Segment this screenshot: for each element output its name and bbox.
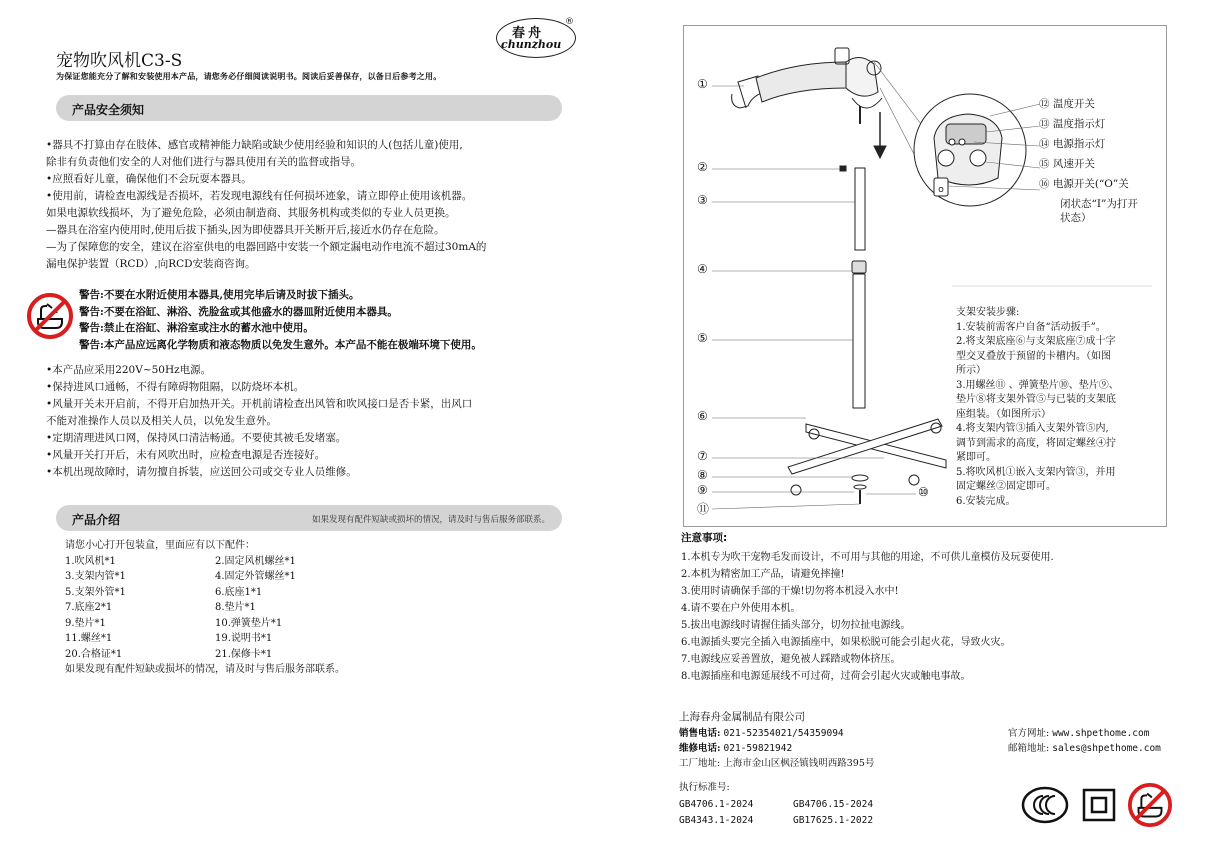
note-item: 1.本机专为吹干宠物毛发而设计，不可用与其他的用途，不可供儿童模仿及玩耍使用. (681, 552, 1054, 563)
safety-line: •本机出现故障时，请勿擅自拆装，应送回公司或交专业人员维修。 (46, 466, 357, 478)
legend-continuation: 闭状态“I”为打开 状态） (1060, 198, 1138, 224)
install-steps (956, 306, 1161, 509)
install-line: 调节到需求的高度，将固定螺丝④拧 (956, 437, 1116, 449)
standard-item: GB17625.1-2022 (793, 815, 874, 826)
callout-2: ② (697, 160, 708, 174)
safety-line: •定期清理进风口网，保持风口清洁畅通。不要使其被毛发堵塞。 (46, 432, 347, 444)
registered-mark: ® (565, 17, 574, 27)
parts-row: 1.吹风机*1 2.固定风机螺丝*1 (65, 555, 296, 567)
callout-4: ④ (697, 262, 708, 276)
warning-list (79, 287, 482, 353)
notes-heading: 注意事项: (681, 532, 728, 544)
service-label: 维修电话: (679, 743, 721, 754)
standard-item: GB4706.15-2024 (793, 799, 874, 810)
parts-row: 9.垫片*1 10.弹簧垫片*1 (65, 617, 283, 629)
install-line: 座组装。（如图所示） (956, 408, 1051, 420)
install-line: 5.将吹风机①嵌入支架内管③，并用 (956, 466, 1116, 478)
class-ii-mark-icon (1082, 788, 1116, 822)
parts-row: 11.螺丝*1 19.说明书*1 (65, 633, 273, 644)
legend-item: ⑭ 电源指示灯 (1039, 138, 1106, 150)
sales-phone: 021-52354021/54359094 (723, 728, 844, 739)
callout-1: ① (697, 77, 708, 91)
sales-label: 销售电话: (679, 728, 721, 739)
web-url: www.shpethome.com (1052, 728, 1150, 739)
panel-legend (1039, 94, 1129, 194)
brand-name-en: chunzhou (501, 38, 562, 51)
web-block (1008, 726, 1161, 756)
contact-block (679, 726, 874, 771)
factory-address: 上海市金山区枫泾镇钱明西路395号 (723, 758, 875, 769)
safety-line: •本产品应采用220V~50Hz电源。 (46, 364, 212, 376)
safety-text (46, 137, 576, 273)
standard-item: GB4706.1-2024 (679, 799, 754, 810)
panel-label: O (938, 186, 944, 194)
callout-8: ⑧ (697, 468, 708, 482)
parts-list (65, 538, 345, 678)
safety-line: 不能对准操作人员以及相关人员，以免发生意外。 (46, 415, 277, 427)
install-line: 垫片⑧将支架外管⑤与已装的支架底 (956, 394, 1116, 405)
mail-address: sales@shpethome.com (1052, 743, 1161, 754)
legend-item: ⑮ 风速开关 (1039, 158, 1095, 170)
callout-3: ③ (697, 193, 708, 207)
warning-item: 警告:禁止在浴缸、淋浴室或注水的蓄水池中使用。 (79, 322, 314, 334)
safety-line: —为了保障您的安全，建议在浴室供电的电器回路中安装一个额定漏电动作电流不超过30mA的 (46, 241, 487, 253)
note-item: 3.使用时请确保手部的干燥!切勿将本机浸入水中! (681, 586, 899, 597)
install-heading: 支架安装步骤: (956, 307, 1020, 318)
note-item: 6.电源插头要完全插入电源插座中，如果松脱可能会引起火花，导致火灾。 (681, 637, 1011, 648)
legend-item: ⑬ 温度指示灯 (1039, 118, 1106, 130)
note-item: 5.拔出电源线时请握住插头部分，切勿拉扯电源线。 (681, 620, 911, 631)
standards-heading: 执行标准号: (679, 782, 730, 793)
parts-lead: 请您小心打开包装盒，里面应有以下配件： (65, 540, 255, 551)
install-line: 所示） (956, 365, 986, 376)
callout-5: ⑤ (697, 331, 708, 345)
safety-line: •风量开关打开后，未有风吹出时，应检查电源是否连接好。 (46, 449, 326, 461)
warning-item: 警告:不要在浴缸、淋浴、洗脸盆或其他盛水的器皿附近使用本器具。 (79, 305, 398, 318)
legend-item: ⑯ 电源开关(“O”关 (1039, 178, 1129, 190)
safety-line: •应照看好儿童，确保他们不会玩耍本器具。 (46, 173, 252, 185)
callout-10: ⑩ (918, 485, 929, 499)
notes-list (681, 549, 1054, 685)
standard-item: GB4343.1-2024 (679, 815, 754, 826)
safety-line: —器具在浴室内使用时,使用后拔下插头,因为即使器具开关断开后,接近水仍存在危险。 (46, 224, 445, 236)
intro-section-header (56, 505, 562, 531)
safety-line: 如果电源软线损坏，为了避免危险，必须由制造商、其服务机构或类似的专业人员更换。 (46, 207, 456, 219)
intro-heading: 产品介绍 (72, 513, 121, 527)
note-item: 2.本机为精密加工产品，请避免摔撞! (681, 569, 845, 580)
service-phone: 021-59821942 (723, 743, 793, 754)
page-subtitle: 为保证您能充分了解和安装使用本产品，请您务必仔细阅读说明书。阅读后妥善保存，以备日后参考之用。 (56, 72, 442, 81)
parts-row: 5.支架外管*1 6.底座1*1 (65, 586, 263, 598)
install-line: 4.将支架内管③插入支架外管⑤内, (956, 423, 1109, 434)
no-bath-warning-icon (26, 292, 74, 340)
warning-item: 警告:不要在水附近使用本器具,使用完毕后请及时拔下插头。 (79, 289, 360, 301)
no-bath-mark-icon (1127, 782, 1173, 828)
safety-line: •器具不打算由存在肢体、感官或精神能力缺陷或缺少使用经验和知识的人(包括儿童)使用, (46, 139, 463, 151)
ccc-mark-icon (1021, 785, 1069, 825)
safety-text-2 (46, 362, 576, 481)
install-line: 2.将支架底座⑥与支架底座⑦成十字 (956, 336, 1116, 347)
callout-7: ⑦ (697, 449, 708, 463)
parts-row: 20.合格证*1 21.保修卡*1 (65, 648, 273, 660)
company-name: 上海春舟金属制品有限公司 (679, 711, 805, 723)
parts-row: 7.底座2*1 8.垫片*1 (65, 602, 256, 613)
brand-name-cn: 春舟 (512, 26, 545, 41)
parts-footer: 如果发现有配件短缺或损坏的情况，请及时与售后服务部联系。 (65, 664, 345, 675)
note-item: 8.电源插座和电源延展线不可过荷，过荷会引起火灾或触电事故。 (681, 671, 971, 682)
safety-section-header (56, 95, 562, 121)
warning-item: 警告:本产品应远离化学物质和液态物质以免发生意外。本产品不能在极端环境下使用。 (79, 338, 482, 351)
callout-11: ⑪ (697, 502, 710, 516)
intro-note: 如果发现有配件短缺或损坏的情况，请及时与售后服务部联系。 (311, 515, 550, 525)
install-line: 6.安装完成。 (956, 495, 1016, 507)
safety-heading: 产品安全须知 (72, 103, 145, 117)
note-item: 4.请不要在户外使用本机。 (681, 603, 801, 614)
web-label: 官方网址: (1008, 728, 1050, 739)
callout-9: ⑨ (697, 483, 708, 497)
mail-label: 邮箱地址: (1008, 743, 1050, 754)
page-title: 宠物吹风机C3-S (56, 51, 183, 71)
safety-line: •风量开关未开启前，不得开启加热开关。开机前请检查出风管和吹风接口是否卡紧，出风口 (46, 398, 473, 410)
safety-line: 漏电保护装置（RCD）,向RCD安装商咨询。 (46, 258, 256, 270)
nozzle (732, 92, 764, 108)
install-line: 3.用螺丝⑪ 、弹簧垫片⑩、垫片⑨、 (956, 379, 1119, 391)
install-line: 1.安装前需客户自备“活动扳手”。 (956, 321, 1106, 333)
install-line: 固定螺丝②固定即可。 (956, 481, 1056, 492)
legend-item: ⑫ 温度开关 (1039, 98, 1095, 110)
install-line: 型交叉叠放于预留的卡槽内。（如图 (956, 350, 1111, 362)
safety-line: •保持进风口通畅，不得有障碍物阻隔，以防烧坏本机。 (46, 381, 305, 393)
install-line: 紧即可。 (956, 452, 996, 463)
factory-label: 工厂地址: (679, 758, 721, 769)
note-item: 7.电源线应妥善置放，避免被人踩踏或物体挤压。 (681, 654, 901, 665)
safety-line: •使用前，请检查电源线是否损坏，若发现电源线有任何损坏迹象，请立即停止使用该机器。 (46, 190, 473, 202)
callout-6: ⑥ (697, 409, 708, 423)
safety-line: 除非有负责他们安全的人对他们进行与器具使用有关的监督或指导。 (46, 156, 361, 168)
parts-row: 3.支架内管*1 4.固定外管螺丝*1 (65, 571, 296, 582)
